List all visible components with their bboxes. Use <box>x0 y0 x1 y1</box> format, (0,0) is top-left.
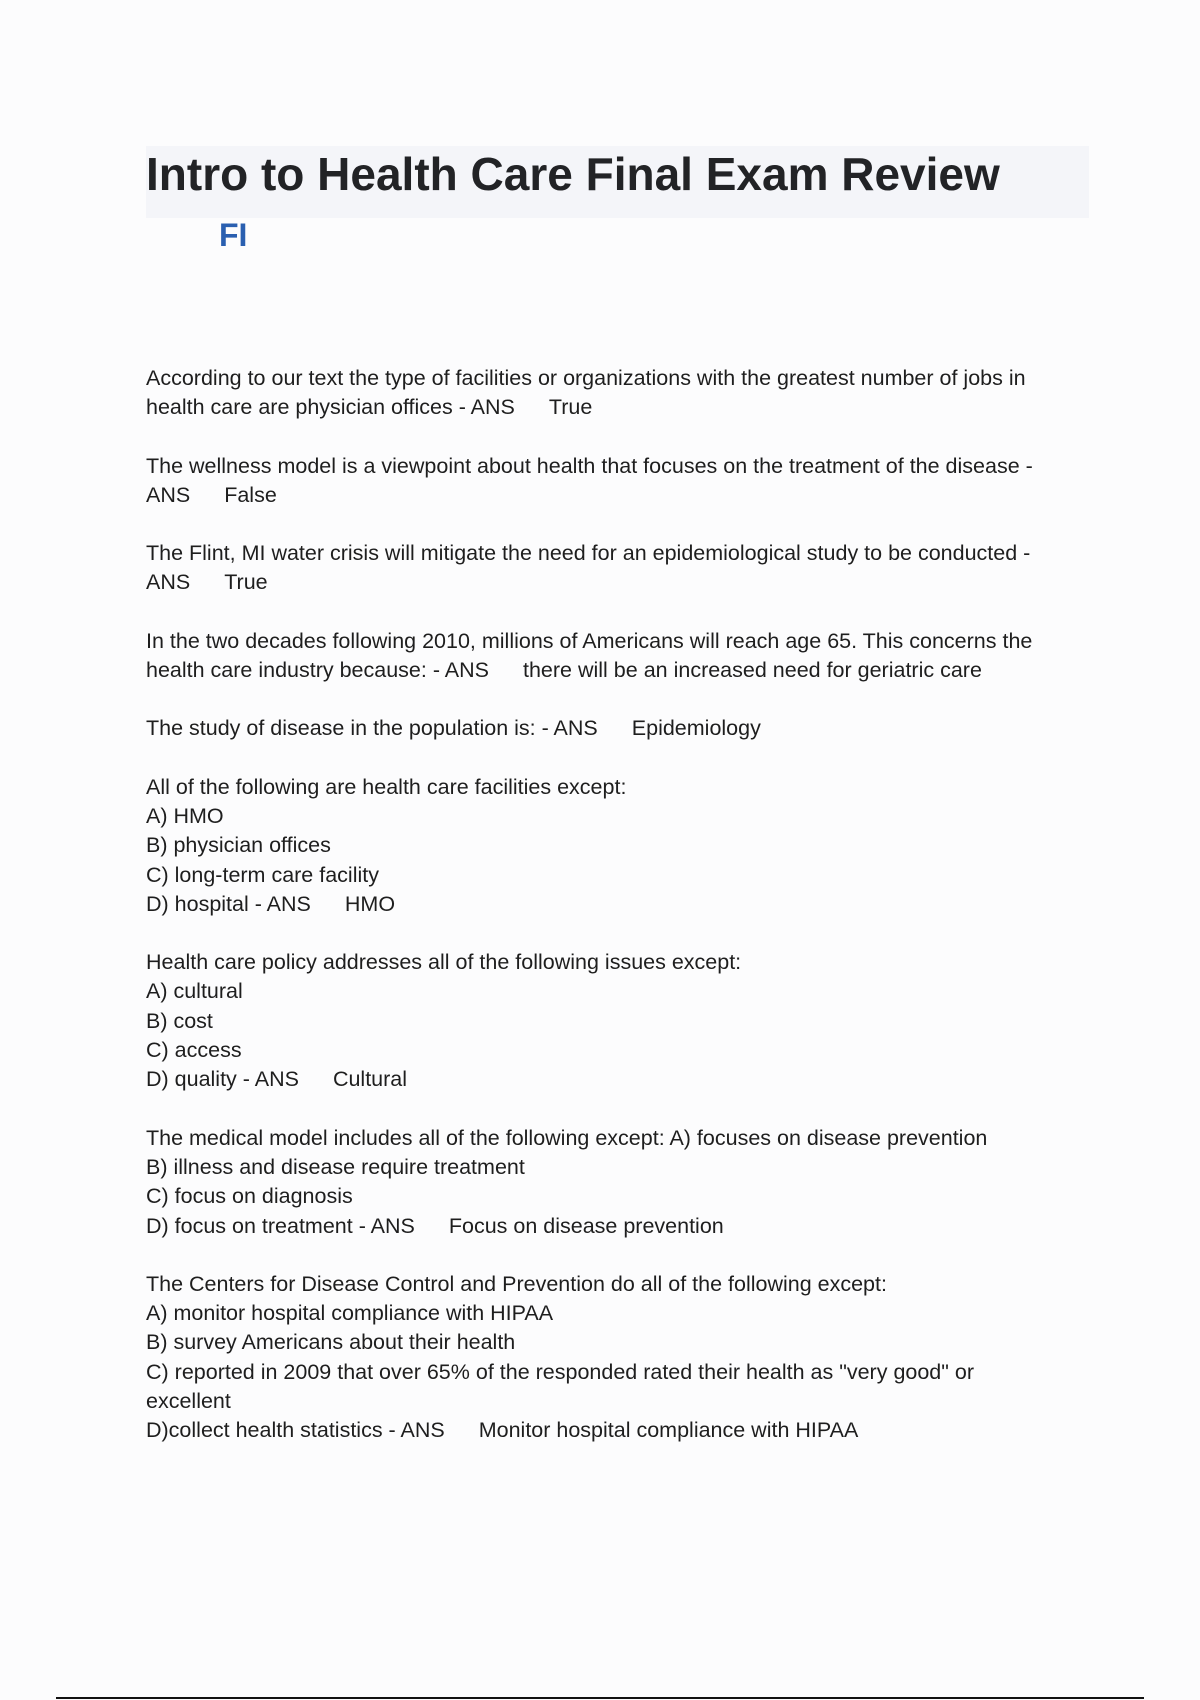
question-line <box>146 977 1086 1006</box>
question-line <box>146 539 1086 568</box>
question-line <box>146 656 1086 685</box>
question-text: The medical model includes all of the following except: A) focuses on disease prevention <box>146 1125 988 1150</box>
question-line <box>146 1153 1086 1182</box>
answer-text: True <box>548 395 593 420</box>
question-line <box>146 364 1086 393</box>
answer-text: there will be an increased need for geriatric care <box>523 658 982 683</box>
question-text: The wellness model is a viewpoint about health that focuses on the treatment of the disease - <box>146 453 1033 478</box>
question-line <box>146 1036 1086 1065</box>
question-text: C) focus on diagnosis <box>146 1184 353 1209</box>
question-text: B) illness and disease require treatment <box>146 1154 525 1179</box>
question-line <box>146 714 1086 743</box>
question-line <box>146 1124 1086 1153</box>
question-text: D)collect health statistics - ANS <box>146 1418 445 1443</box>
qa-item <box>146 452 1086 511</box>
question-line <box>146 802 1086 831</box>
bottom-divider <box>56 1697 1144 1699</box>
question-text: D) hospital - ANS <box>146 891 311 916</box>
question-line <box>146 1299 1086 1328</box>
question-line <box>146 1328 1086 1357</box>
question-text: In the two decades following 2010, millions of Americans will reach age 65. This concerns the <box>146 628 1033 653</box>
question-line <box>146 890 1086 919</box>
answer-text: HMO <box>344 891 396 916</box>
question-text: ANS <box>146 570 191 595</box>
answer-text: Epidemiology <box>631 716 761 741</box>
answer-text: Focus on disease prevention <box>448 1213 724 1238</box>
question-text: A) HMO <box>146 803 224 828</box>
question-text: A) cultural <box>146 979 243 1004</box>
question-line <box>146 1416 1086 1445</box>
question-text: C) reported in 2009 that over 65% of the responded rated their health as "very good" or <box>146 1359 974 1384</box>
qa-item <box>146 364 1086 423</box>
question-list <box>146 364 1086 1475</box>
question-text: The study of disease in the population is: - ANS <box>146 716 598 741</box>
question-line <box>146 1065 1086 1094</box>
question-text: D) focus on treatment - ANS <box>146 1213 415 1238</box>
question-line <box>146 861 1086 890</box>
question-text: health care are physician offices - ANS <box>146 395 515 420</box>
answer-text: Monitor hospital compliance with HIPAA <box>478 1418 859 1443</box>
question-line <box>146 1212 1086 1241</box>
qa-item <box>146 1124 1086 1241</box>
question-text: C) access <box>146 1038 242 1063</box>
question-text: B) physician offices <box>146 833 331 858</box>
qa-item <box>146 1270 1086 1446</box>
question-line <box>146 1358 1086 1387</box>
question-text: health care industry because: - ANS <box>146 658 489 683</box>
answer-text: False <box>224 482 277 507</box>
question-text: All of the following are health care facilities except: <box>146 774 627 799</box>
question-line <box>146 831 1086 860</box>
question-line <box>146 568 1086 597</box>
question-line <box>146 948 1086 977</box>
question-text: C) long-term care facility <box>146 862 379 887</box>
question-line <box>146 452 1086 481</box>
question-text: The Flint, MI water crisis will mitigate the need for an epidemiological study to be conducted - <box>146 541 1031 566</box>
question-text: B) survey Americans about their health <box>146 1330 516 1355</box>
qa-item <box>146 627 1086 686</box>
qa-item <box>146 773 1086 919</box>
question-text: ANS <box>146 482 191 507</box>
answer-text: Cultural <box>332 1067 408 1092</box>
question-line <box>146 393 1086 422</box>
qa-item <box>146 948 1086 1094</box>
qa-item <box>146 714 1086 743</box>
question-line <box>146 1270 1086 1299</box>
question-text: The Centers for Disease Control and Prevention do all of the following except: <box>146 1271 887 1296</box>
question-line <box>146 773 1086 802</box>
question-line <box>146 627 1086 656</box>
question-text: B) cost <box>146 1008 213 1033</box>
question-text: Health care policy addresses all of the following issues except: <box>146 950 742 975</box>
page-subtitle: FI <box>219 217 248 253</box>
question-text: According to our text the type of facilities or organizations with the greatest number of jobs in <box>146 366 1026 390</box>
question-text: excellent <box>146 1389 231 1414</box>
question-line <box>146 1182 1086 1211</box>
question-line <box>146 481 1086 510</box>
question-text: A) monitor hospital compliance with HIPAA <box>146 1301 554 1326</box>
qa-item <box>146 539 1086 598</box>
question-line <box>146 1387 1086 1416</box>
page-title: Intro to Health Care Final Exam Review <box>146 148 1000 200</box>
question-text: D) quality - ANS <box>146 1067 299 1092</box>
answer-text: True <box>224 570 268 595</box>
question-line <box>146 1007 1086 1036</box>
